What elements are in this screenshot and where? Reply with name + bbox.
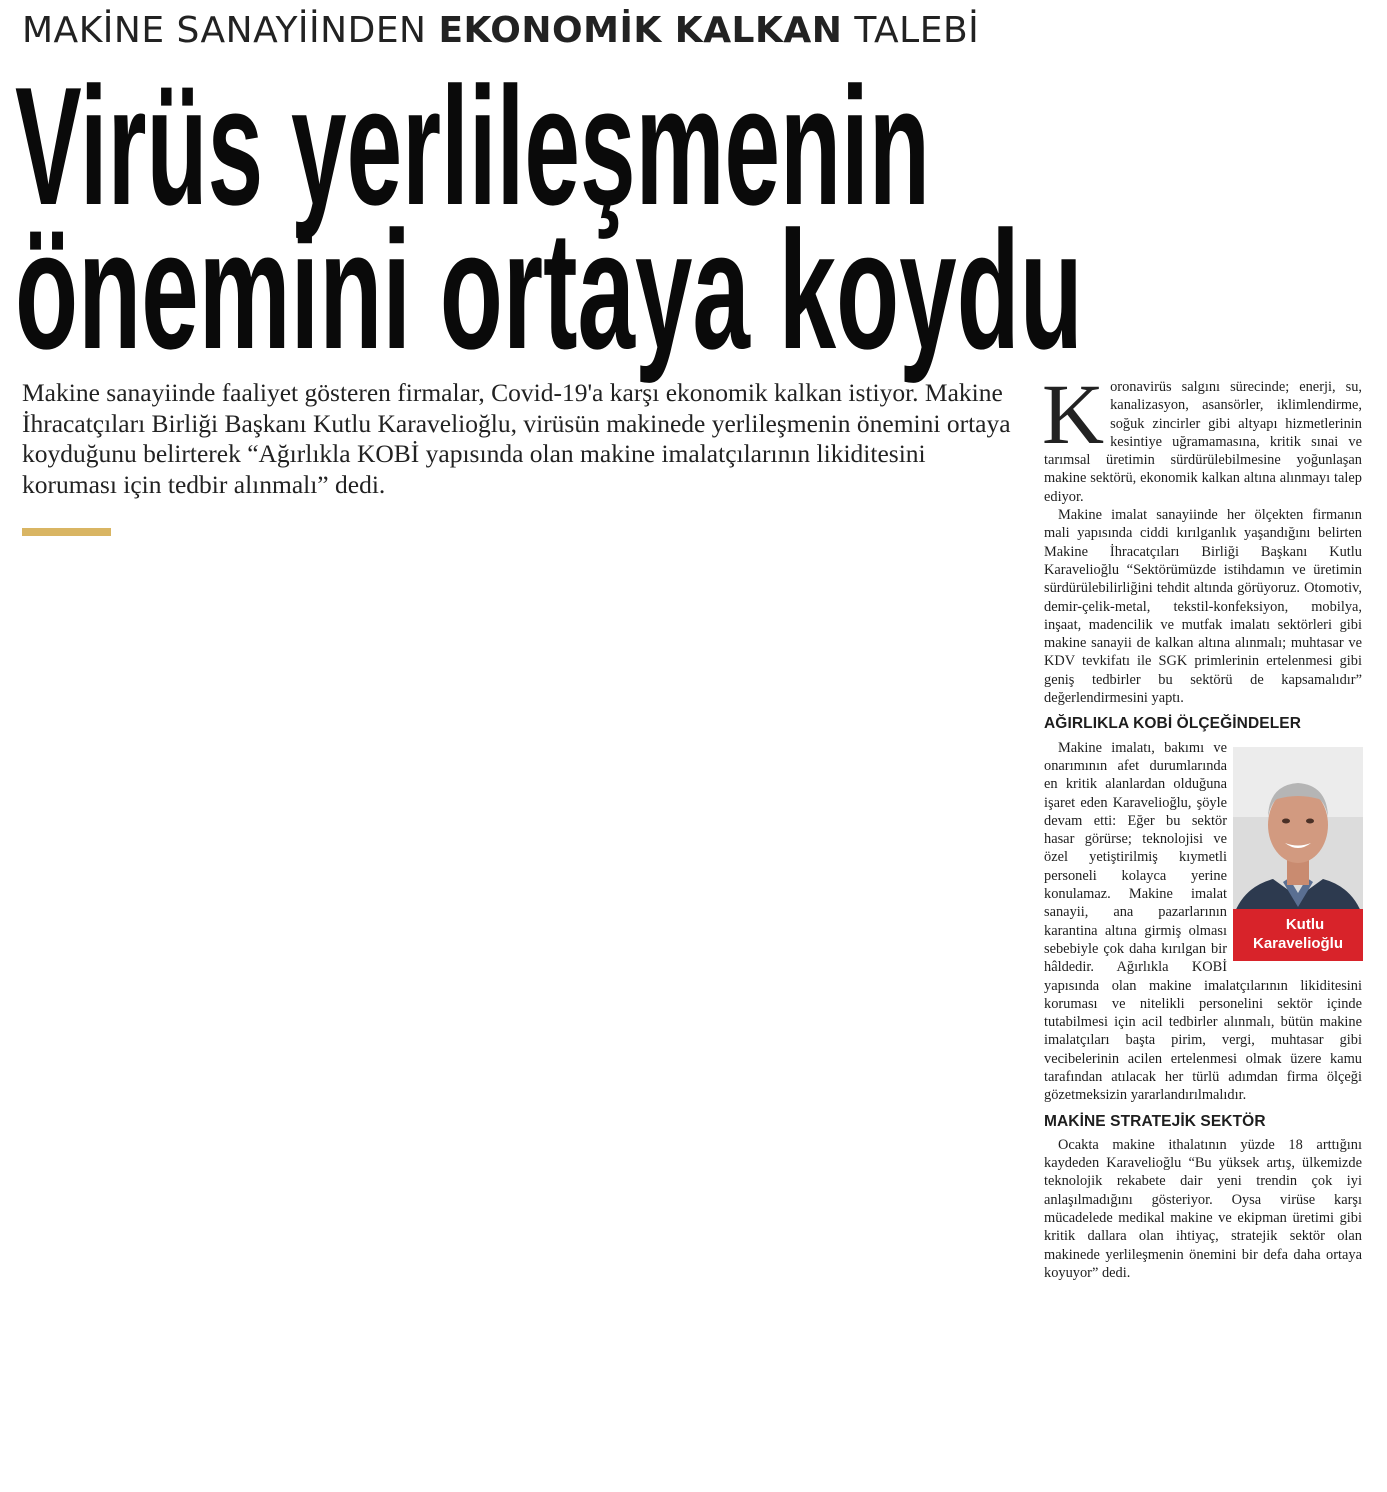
headline-line-1: Virüs yerlileşmenin bbox=[15, 52, 930, 240]
paragraph-1 bbox=[1042, 366, 1362, 506]
article-body bbox=[1042, 366, 1362, 1282]
headline-line-2: önemini ortaya koydu bbox=[15, 196, 1083, 384]
caption-line-1: Kutlu bbox=[1285, 915, 1325, 933]
kicker-bold: EKONOMİK KALKAN bbox=[438, 10, 843, 51]
paragraph-1-text: oronavirüs salgını sürecinde; enerji, su, kanalizasyon, asansörler, iklimlendirme, soğuk zincirler gibi altyapı hizmetlerinin kesintiye uğramamasına, kritik sınai ve tarımsal üretimin sürdürülebilmesine yoğunlaşan makine sektörü, ekonomik kalkan altına alınmayı talep ediyor. bbox=[1044, 379, 1362, 505]
dropcap: K bbox=[1042, 366, 1105, 462]
kicker bbox=[22, 10, 979, 51]
caption-line-2: Karavelioğlu bbox=[1252, 934, 1344, 952]
subhead-strategic: MAKİNE STRATEJİK SEKTÖR bbox=[1044, 1112, 1266, 1130]
portrait-photo bbox=[1233, 747, 1363, 961]
subhead-kobi: AĞIRLIKLA KOBİ ÖLÇEĞİNDELER bbox=[1044, 715, 1302, 733]
paragraph-2: Makine imalat sanayiinde her ölçekten firmanın mali yapısında ciddi kırılganlık yaşandığını belirten Makine İhracatçıları Birliği Başkanı Kutlu Karavelioğlu “Sektörümüzde istihdamın ve üretimin sürdürülebilirliğini tehdit altında görüyoruz. Otomotiv, demir-çelik-metal, tekstil-konfeksiyon, mobilya, inşaat, madencilik ve mutfak imalatı sektörleri gibi makine sanayii de kalkan altına alınmalı; muhtasar ve KDV tevkifatı ile SGK primlerinin ertelenmesi gibi geniş tedbirler bu sektörü de kapsamalıdır” değerlendirmesini yaptı. bbox=[1044, 507, 1362, 707]
paragraph-3 bbox=[1044, 739, 1362, 1105]
accent-rule bbox=[22, 528, 111, 536]
lead-paragraph: Makine sanayiinde faaliyet gösteren firmalar, Covid-19'a karşı ekonomik kalkan istiyor. Makine İhracatçıları Birliği Başkanı Kutlu Karavelioğlu, virüsün makinede yerlileşmenin önemini ortaya koyduğunu belirterek “Ağırlıkla KOBİ yapısında olan makine imalatçılarının likiditesini koruması için tedbir alınmalı” dedi. bbox=[22, 378, 1011, 499]
kicker-post: TALEBİ bbox=[842, 10, 980, 51]
photo-caption bbox=[1233, 909, 1363, 961]
paragraph-3-text: Makine imalatı, bakımı ve onarımının afet durumlarında en kritik alanlardan olduğuna işaret eden Karavelioğlu, şöyle devam etti: Eğer bu sektör hasar görürse; teknolojisi ve özel yetiştirilmiş kıymetli personeli kolayca yerine konulamaz. Makine imalat sanayii, ana pazarlarının karantina altına girmiş olması sebebiyle çok daha kırılgan bir hâldedir. Ağırlıkla KOBİ yapısında olan makine imalatçılarının likiditesini koruması ve nitelikli personelini sektör içinde tutabilmesi için acil tedbirler alınmalı, bütün makine imalatçıları başta pirim, vergi, muhtasar gibi vecibelerinin acilen ertelenmesi olmak üzere kamu tarafından atılacak her türlü adımdan firma ölçeği gözetmeksizin yararlandırılmalıdır. bbox=[1044, 739, 1362, 1104]
headline bbox=[15, 52, 1375, 384]
paragraph-4: Ocakta makine ithalatının yüzde 18 arttığını kaydeden Karavelioğlu “Bu yüksek artış, ülkemizde teknolojik rekabete dair yeni trendin çok iyi anlaşılmadığını gösteriyor. Oysa virüse karşı mücadelede medikal makine ve ekipman üretimi gibi kritik dallara olan ihtiyaç, stratejik sektör olan makinede yerlileşmenin önemini bir defa daha ortaya koyuyor” dedi. bbox=[1044, 1136, 1362, 1281]
kicker-pre: MAKİNE SANAYİİNDEN bbox=[22, 10, 439, 51]
